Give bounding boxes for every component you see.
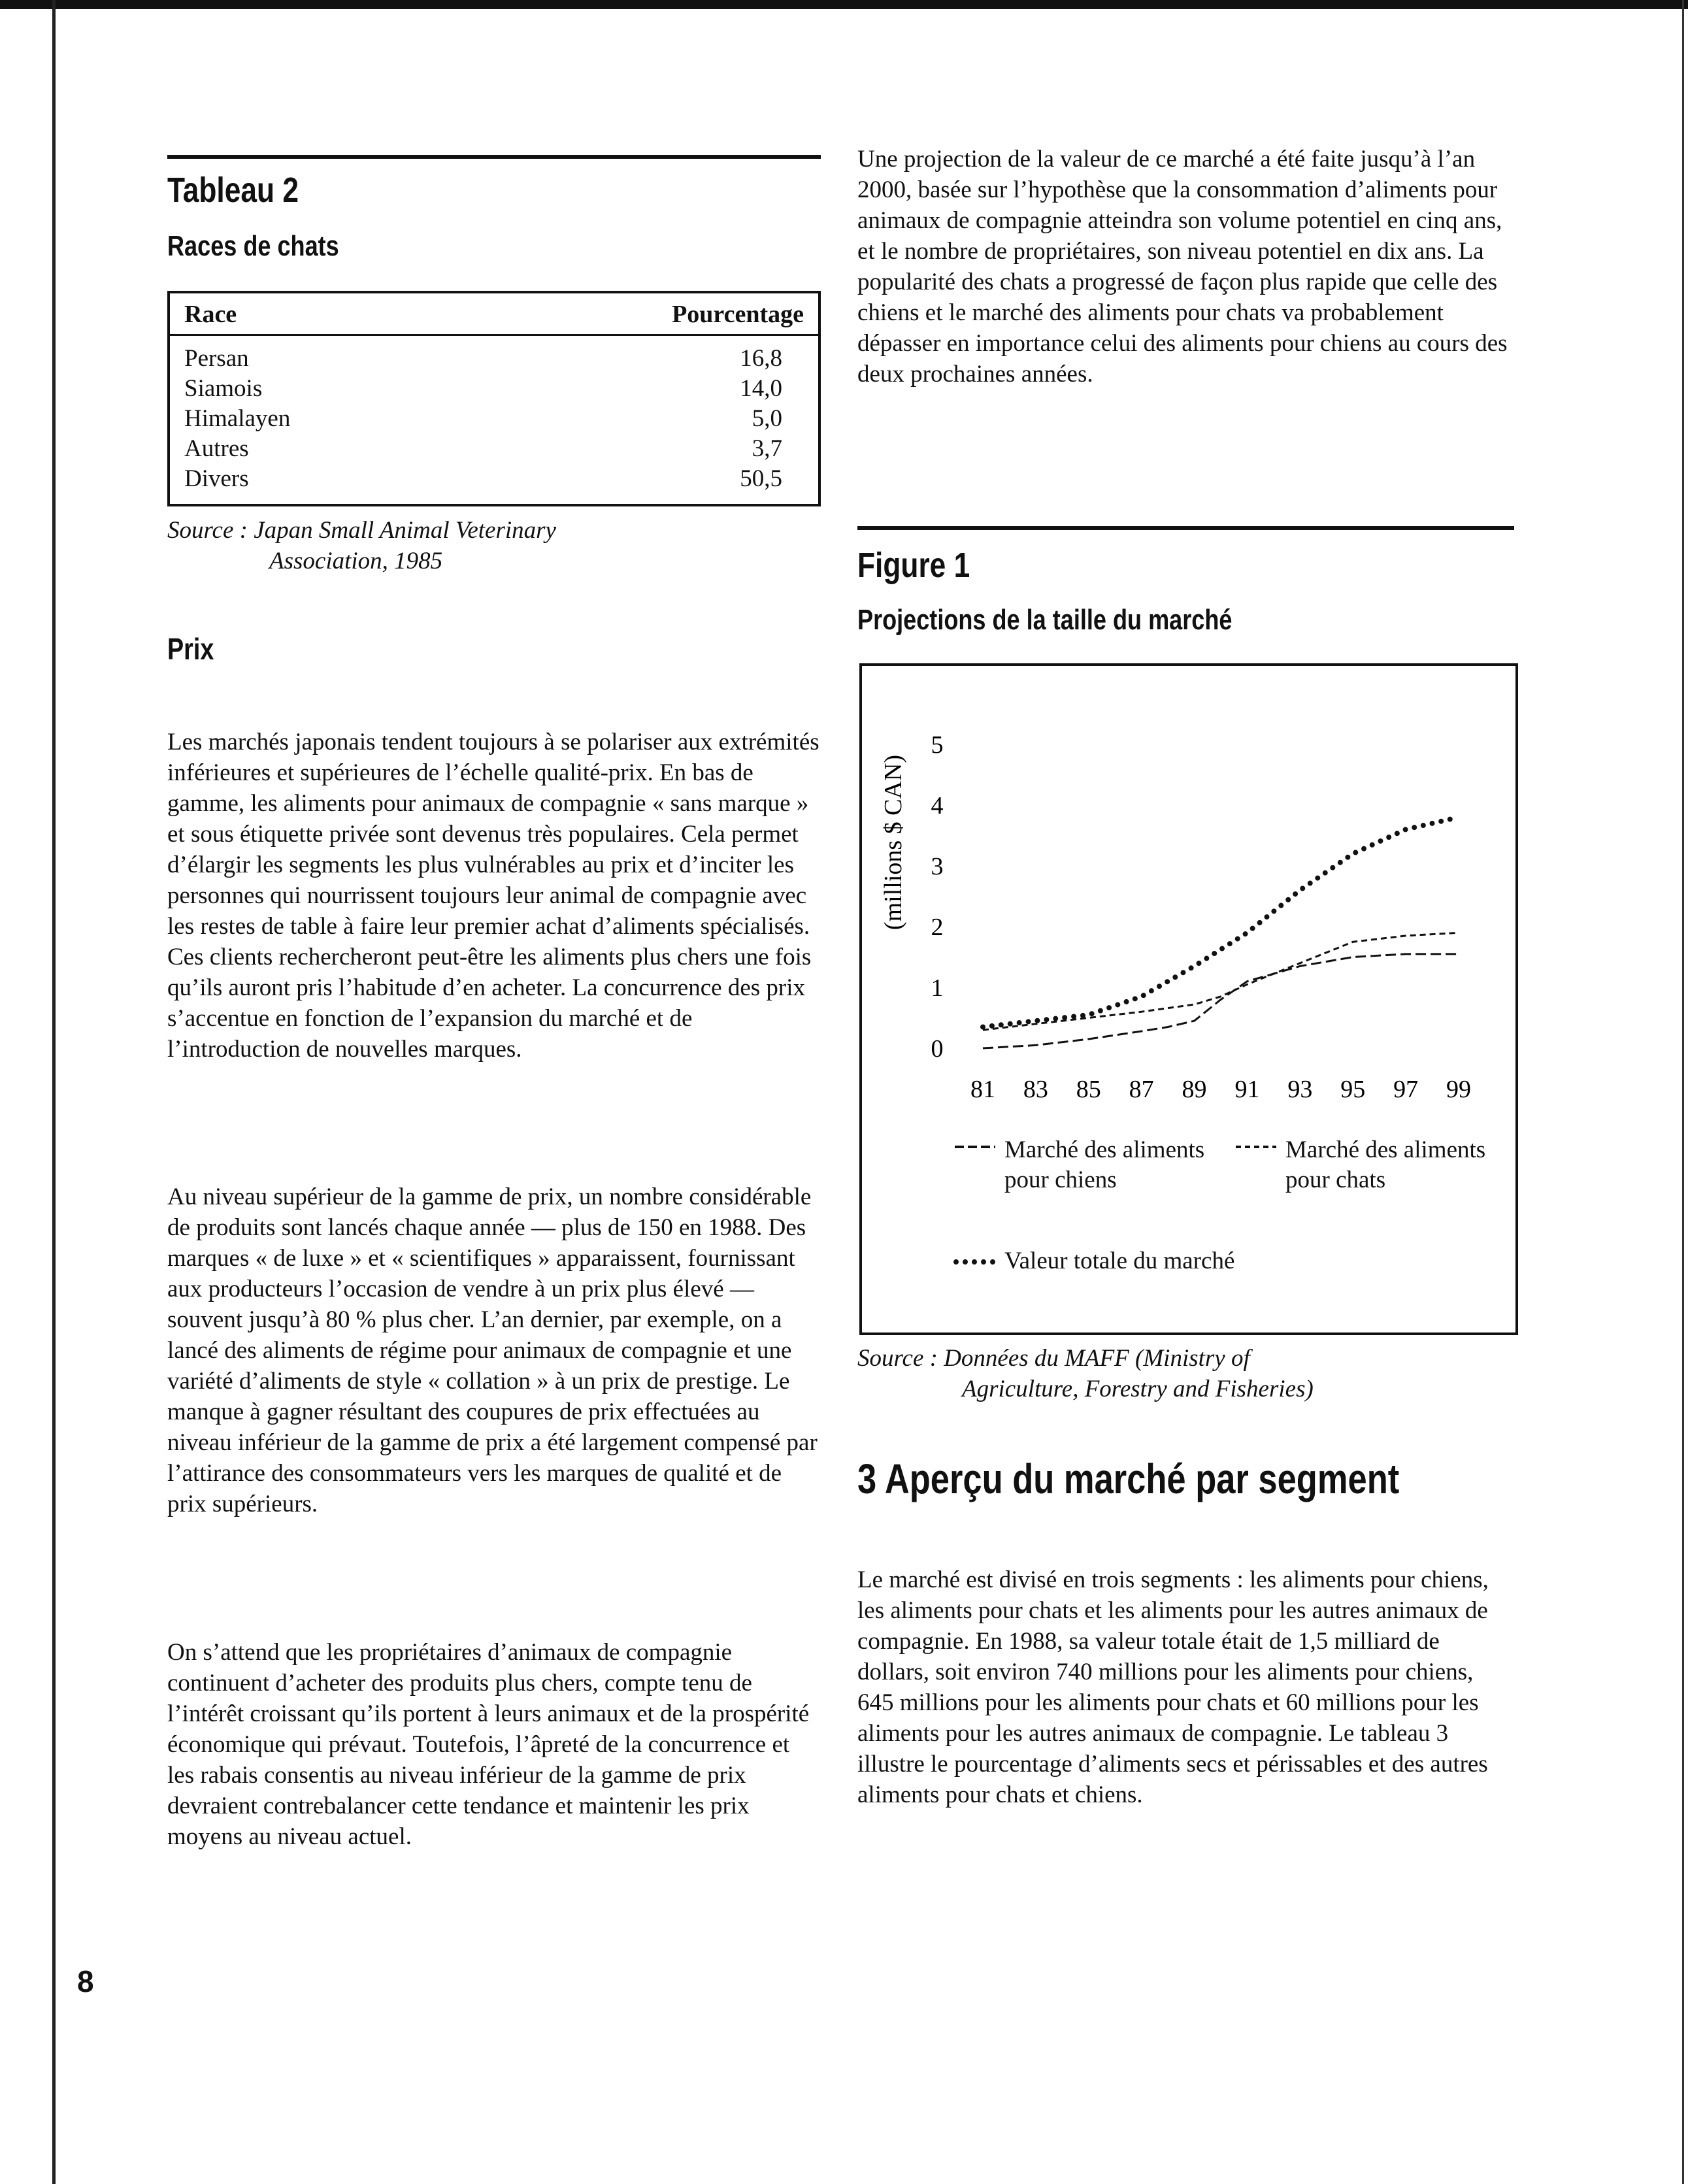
figure1-source-line2: Agriculture, Forestry and Fisheries) <box>962 1376 1314 1402</box>
figure1-subtitle: Projections de la taille du marché <box>857 604 1233 636</box>
x-tick-label: 83 <box>1023 1076 1048 1103</box>
projection-paragraph: Une projection de la valeur de ce marché a été faite jusqu’à l’an 2000, basée sur l’hypothèse que la consommation d’aliments pour animaux de compagnie atteindra son volume potentiel en cinq ans, et le nombre de propriétaires, son niveau potentiel en dix ans. La popularité des chats a progressé de façon plus rapide que celle des chiens et le marché des aliments pour chats va probablement dépasser en importance celui des aliments pour chiens au cours des deux prochaines années. <box>857 146 1508 388</box>
x-tick-label: 95 <box>1340 1076 1366 1103</box>
x-tick-label: 93 <box>1287 1076 1313 1103</box>
table2-subtitle: Races de chats <box>167 230 339 262</box>
table2-source-line1: Source : Japan Small Animal Veterinary <box>167 517 556 544</box>
y-tick-label: 5 <box>931 731 944 759</box>
pct-cell: 50,5 <box>740 465 782 492</box>
legend-dogs-label: Marché des aliments pour chiens <box>1004 1136 1205 1193</box>
x-tick-label: 87 <box>1129 1076 1154 1103</box>
table-row <box>170 464 818 494</box>
prix-paragraph-1: Les marchés japonais tendent toujours à se polariser aux extrémités inférieures et supérieures de l’échelle qualité-prix. En bas de gamme, les aliments pour animaux de compagnie « sans marque » et sous étiquette privée sont devenus très populaires. Cela permet d’élargir les segments les plus vulnérables au prix et d’inciter les personnes qui nourrissent toujours leur animal de compagnie avec les restes de table à faire leur premier achat d’aliments spécialisés. Ces clients rechercheront peut-être les aliments plus chers une fois qu’ils auront pris l’habitude d’en acheter. La concurrence des prix s’accentue en fonction de l’expansion du marché et de l’introduction de nouvelles marques. <box>167 729 819 1063</box>
table2-rule <box>167 155 821 159</box>
scan-left-border <box>52 0 56 2184</box>
x-tick-label: 97 <box>1393 1076 1419 1103</box>
table-row <box>170 434 818 464</box>
x-tick-label: 89 <box>1182 1076 1207 1103</box>
x-tick-label: 81 <box>970 1076 995 1103</box>
legend-total-label: Valeur totale du marché <box>1004 1248 1235 1274</box>
table-row <box>170 374 818 404</box>
table-header <box>170 293 818 336</box>
x-tick-label: 91 <box>1234 1076 1260 1103</box>
race-cell: Himalayen <box>184 405 291 432</box>
series-line-1 <box>983 954 1459 1048</box>
prix-paragraph-3: On s’attend que les propriétaires d’animaux de compagnie continuent d’acheter des produits plus chers, compte tenu de l’intérêt croissant qu’ils portent à leurs animaux et de la prospérité économique qui prévaut. Toutefois, l’âpreté de la concurrence et les rabais consentis au niveau inférieur de la gamme de prix devraient contrebalancer cette tendance et maintenir les prix moyens au niveau actuel. <box>167 1639 810 1850</box>
legend-dogs-swatch <box>953 1143 997 1151</box>
table2-title: Tableau 2 <box>167 171 299 210</box>
pct-cell: 16,8 <box>740 345 782 372</box>
legend-cats-label: Marché des aliments pour chats <box>1285 1136 1486 1193</box>
legend-total-swatch <box>953 1258 997 1266</box>
col-race-header: Race <box>184 301 237 328</box>
col-pct-header: Pourcentage <box>672 301 804 328</box>
table-row <box>170 404 818 434</box>
prix-paragraph-2: Au niveau supérieur de la gamme de prix, un nombre considérable de produits sont lancés chaque année — plus de 150 en 1988. Des marques « de luxe » et « scientifiques » apparaissent, fournissant aux producteurs l’occasion de vendre à un prix plus élevé — souvent jusqu’à 80 % plus cher. L’an dernier, par exemple, on a lancé des aliments de régime pour animaux de compagnie et une variété d’aliments de style « collation » à un prix de prestige. Le manque à gagner résultant des coupures de prix effectuées au niveau inférieur de la gamme de prix a été largement compensé par l’attirance des consommateurs vers les marques de qualité et de prix supérieurs. <box>167 1183 818 1517</box>
y-tick-label: 0 <box>931 1035 944 1063</box>
cat-breeds-table <box>167 291 821 506</box>
y-axis-label: (millions $ CAN) <box>880 754 907 931</box>
legend-cats-swatch <box>1234 1143 1278 1151</box>
scan-right-border <box>1682 0 1684 2184</box>
y-tick-label: 2 <box>931 914 944 941</box>
page-number: 8 <box>77 1964 94 1998</box>
prix-heading: Prix <box>167 632 214 666</box>
pct-cell: 3,7 <box>752 435 782 462</box>
y-tick-label: 3 <box>931 853 944 880</box>
table-row <box>170 344 818 374</box>
x-tick-label: 85 <box>1076 1076 1101 1103</box>
race-cell: Autres <box>184 435 249 462</box>
scan-top-border <box>0 0 1688 9</box>
race-cell: Persan <box>184 345 249 372</box>
y-tick-label: 1 <box>931 974 944 1002</box>
race-cell: Divers <box>184 465 249 492</box>
figure1-label: Figure 1 <box>857 546 970 585</box>
table-body <box>170 336 818 494</box>
pct-cell: 14,0 <box>740 375 782 402</box>
race-cell: Siamois <box>184 375 263 402</box>
figure1-source-line1: Source : Données du MAFF (Ministry of <box>857 1345 1250 1372</box>
figure1-rule <box>857 526 1514 530</box>
x-tick-label: 99 <box>1446 1076 1471 1103</box>
market-size-line-chart <box>862 666 1515 1332</box>
section3-paragraph: Le marché est divisé en trois segments : les aliments pour chiens, les aliments pour chats et les aliments pour les autres animaux de compagnie. En 1988, sa valeur totale était de 1,5 milliard de dollars, soit environ 740 millions pour les aliments pour chiens, 645 millions pour les aliments pour chats et 60 millions pour les aliments pour les autres animaux de compagnie. Le tableau 3 illustre le pourcentage d’aliments secs et périssables et des autres aliments pour chats et chiens. <box>857 1566 1489 1808</box>
figure1-frame <box>859 663 1518 1335</box>
y-tick-label: 4 <box>931 792 944 819</box>
table2-source-line2: Association, 1985 <box>269 548 443 574</box>
section3-heading: 3 Aperçu du marché par segment <box>857 1455 1400 1502</box>
pct-cell: 5,0 <box>752 405 782 432</box>
